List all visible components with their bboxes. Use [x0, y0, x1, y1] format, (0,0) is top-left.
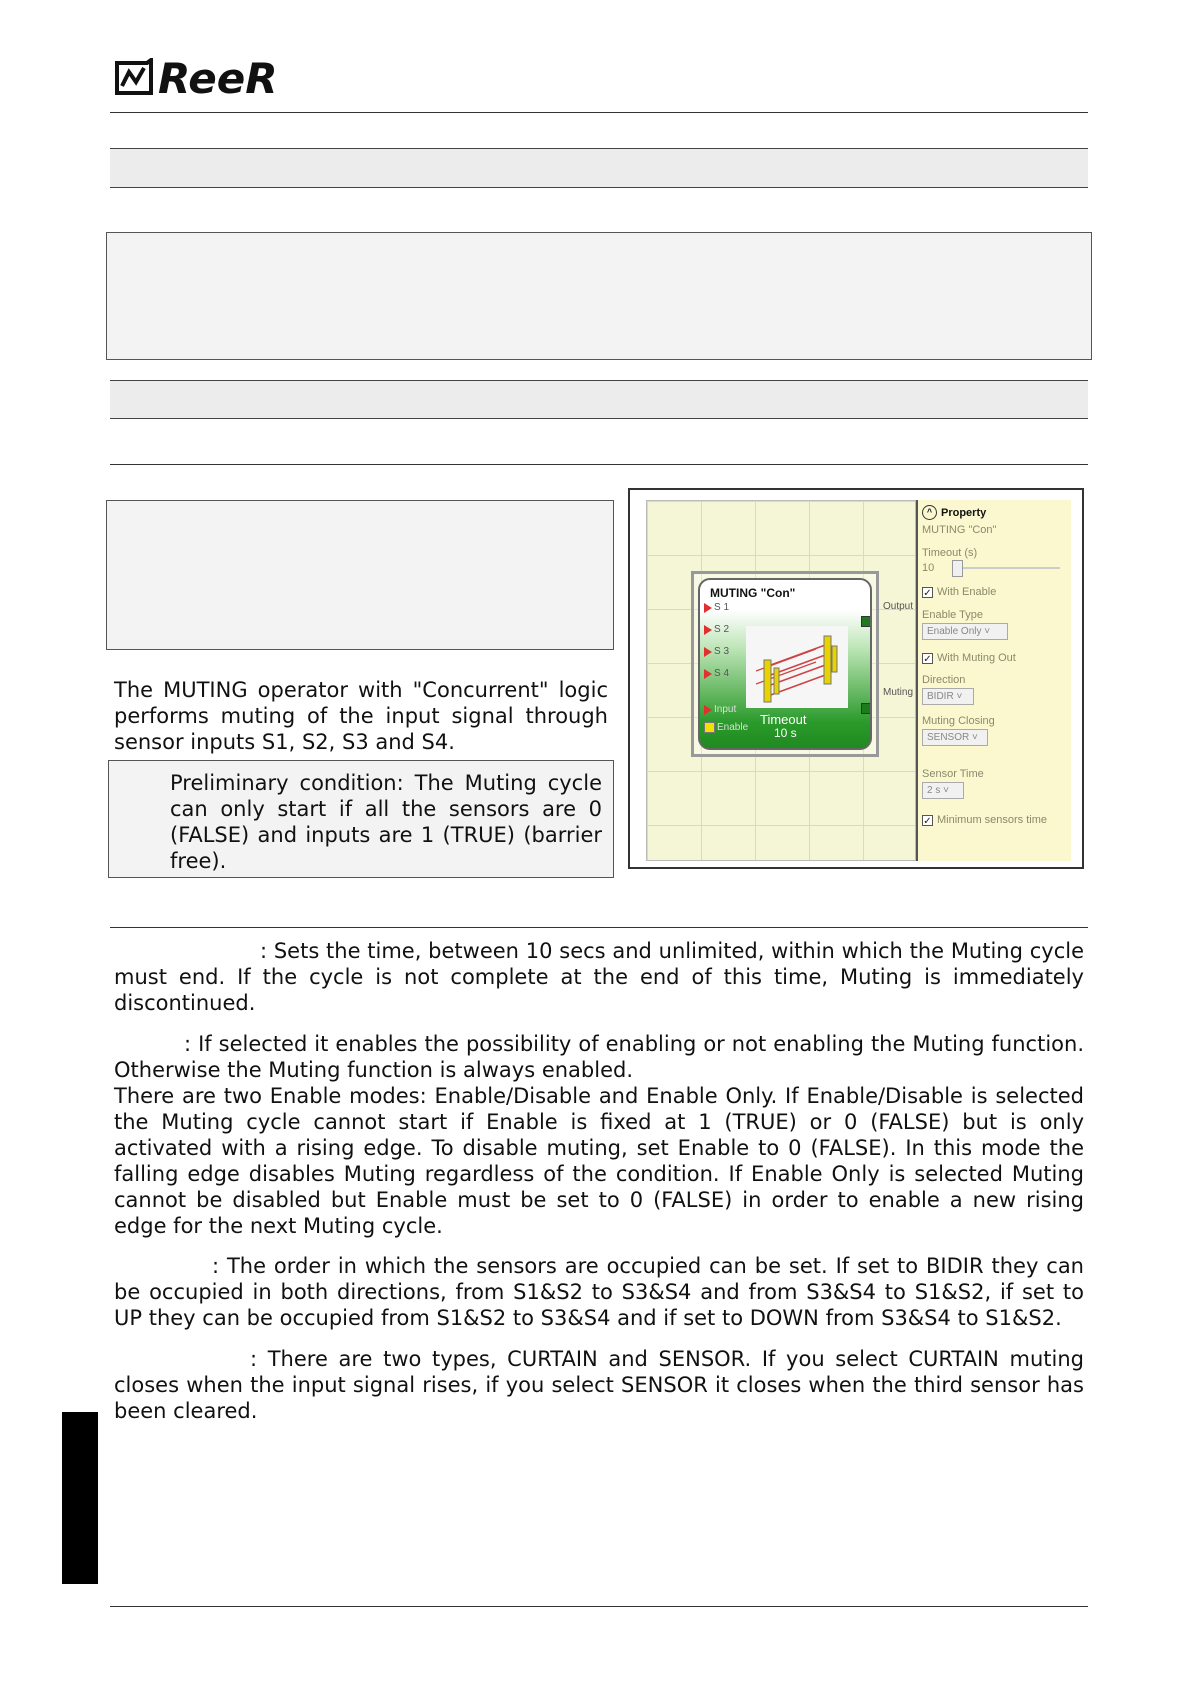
timeout-paragraph: : Sets the time, between 10 secs and unlimited, within which the Muting cycle must end. If the cycle is not complete at the end of this time, Muting is immediately discontinued.: [114, 939, 1084, 1015]
input-pin-s3[interactable]: S 3: [704, 646, 729, 657]
input-pin-input[interactable]: Input: [704, 704, 736, 715]
block-title: MUTING "Con": [710, 586, 796, 600]
input-pin-s4[interactable]: S 4: [704, 668, 729, 679]
intro-paragraph: The MUTING operator with "Concurrent" logic performs muting of the input signal through sensor inputs S1, S2, S3 and S4.: [114, 678, 608, 754]
chevron-down-icon: ˅: [972, 732, 978, 743]
checkmark-icon: ✓: [923, 815, 932, 827]
pin-arrow-icon: [704, 625, 712, 635]
direction-select[interactable]: BIDIR ˅: [922, 688, 974, 705]
description-box: [106, 232, 1092, 360]
enable-paragraph-1: : If selected it enables the possibility of enabling or not enabling the Muting function. Otherwise the Muting function is always enabled.: [114, 1032, 1084, 1082]
muting-closing-label: Muting Closing: [922, 715, 995, 727]
brand-logo: [114, 54, 278, 102]
enable-type-select[interactable]: Enable Only ˅: [922, 623, 1008, 640]
checkmark-icon: ✓: [923, 653, 932, 665]
timeout-field-value: 10: [922, 562, 935, 574]
enable-pin-icon: [704, 722, 715, 733]
pin-arrow-icon: [704, 705, 712, 715]
software-screenshot: [628, 488, 1084, 869]
pin-arrow-icon: [704, 647, 712, 657]
chevron-down-icon: ˅: [956, 691, 963, 702]
enable-type-label: Enable Type: [922, 609, 983, 621]
checkmark-icon: ✓: [923, 587, 932, 599]
section-heading-bar: [110, 148, 1088, 188]
with-muting-out-checkbox[interactable]: ✓ With Muting Out: [923, 652, 1016, 665]
muting-label: Muting: [883, 687, 914, 698]
muting-con-block[interactable]: [698, 578, 872, 750]
input-pin-enable[interactable]: Enable: [704, 722, 748, 733]
footer-rule: [110, 1606, 1088, 1607]
pin-arrow-icon: [704, 603, 712, 613]
note-box: [108, 760, 614, 878]
output-label: Output: [883, 601, 914, 612]
note-text: Preliminary condition: The Muting cycle can only start if all the sensors are 0 (FALSE) and inputs are 1 (TRUE) (barrier free).: [170, 771, 602, 873]
muting-closing-paragraph: : There are two types, CURTAIN and SENSOR. If you select CURTAIN muting closes when the input signal rises, if you select SENSOR it closes when the third sensor has been cleared.: [114, 1347, 1084, 1423]
muting-closing-select[interactable]: SENSOR ˅: [922, 729, 988, 746]
parameters-rule: [110, 927, 1088, 928]
property-name: MUTING "Con": [922, 524, 997, 536]
input-pin-s1[interactable]: S 1: [704, 602, 729, 613]
language-side-tab: [62, 1412, 98, 1584]
section-rule: [110, 464, 1088, 465]
timeout-value: 10 s: [774, 726, 797, 740]
timeout-slider-thumb[interactable]: [952, 560, 963, 577]
sensor-time-select[interactable]: 2 s ˅: [922, 782, 964, 799]
direction-label: Direction: [922, 674, 966, 686]
direction-paragraph: : The order in which the sensors are occupied can be set. If set to BIDIR they can be occupied in both directions, from S1&S2 to S3&S4 and from S3&S4 to S1&S2, if set to UP they can be occupied from S1&S2 to S3&S4 and if set to DOWN from S3&S4 to S1&S2.: [114, 1254, 1084, 1330]
output-pin[interactable]: [861, 616, 872, 627]
collapse-chevron-icon: ^: [922, 505, 937, 520]
header-rule: [110, 112, 1088, 113]
sensor-time-label: Sensor Time: [922, 768, 984, 780]
brand-name: ReeR: [158, 53, 278, 103]
muting-pin[interactable]: [861, 703, 872, 714]
design-canvas: [646, 500, 916, 861]
with-enable-checkbox[interactable]: ✓ With Enable: [923, 586, 997, 599]
minimum-sensors-time-checkbox[interactable]: ✓ Minimum sensors time: [923, 814, 1048, 827]
reer-logo-icon: [114, 58, 154, 98]
operator-symbol-box: [106, 500, 614, 650]
pin-arrow-icon: [704, 669, 712, 679]
chevron-down-icon: ˅: [984, 626, 991, 637]
timeout-label: Timeout: [760, 712, 807, 727]
muting-block-selection[interactable]: [691, 571, 879, 757]
timeout-slider[interactable]: [952, 567, 1060, 569]
light-curtain-icon: [746, 626, 848, 708]
enable-paragraph-2: There are two Enable modes: Enable/Disable and Enable Only. If Enable/Disable is selected the Muting cycle cannot start if Enable is fixed at 1 (TRUE) or 0 (FALSE) but is only activated with a rising edge. To disable muting, set Enable to 0 (FALSE). In this mode the falling edge disables Muting regardless of the condition. If Enable Only is selected Muting cannot be disabled but Enable must be set to 0 (FALSE) in order to enable a new rising edge for the next Muting cycle.: [114, 1084, 1084, 1238]
property-panel: [916, 500, 1071, 861]
property-header[interactable]: ^ Property: [922, 505, 986, 520]
subsection-heading-bar: [110, 380, 1088, 419]
chevron-down-icon: ˅: [943, 785, 949, 796]
timeout-field-label: Timeout (s): [922, 547, 978, 559]
input-pin-s2[interactable]: S 2: [704, 624, 729, 635]
